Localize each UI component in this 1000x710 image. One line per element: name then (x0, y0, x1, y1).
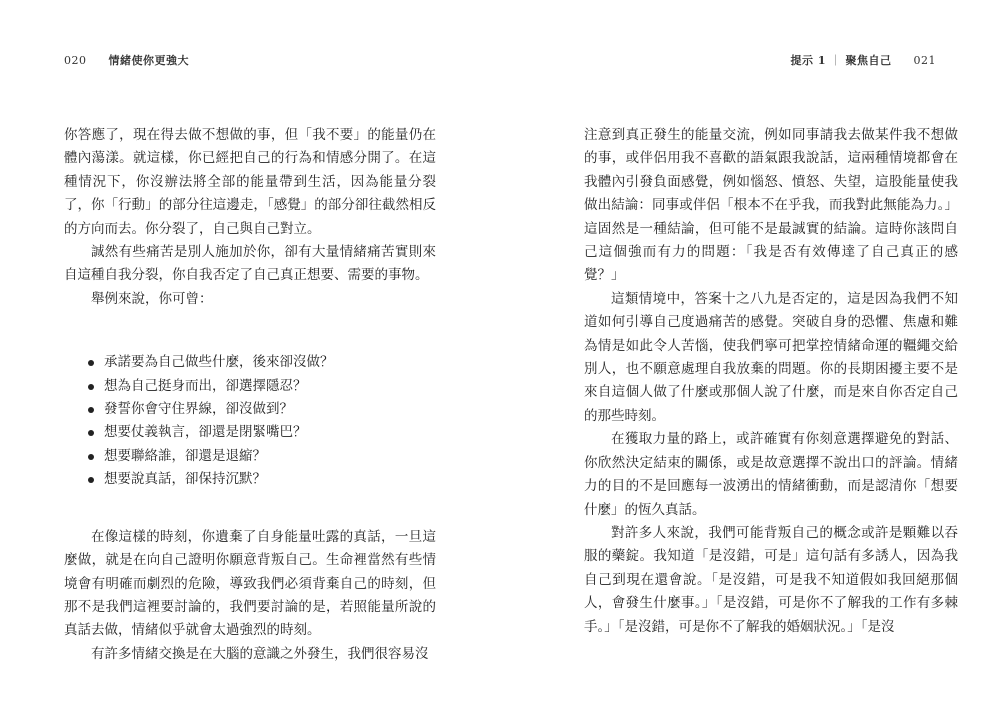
section-label: 提示 1 (790, 54, 826, 67)
list-item-text: 想要說真話，卻保持沉默？ (104, 471, 266, 488)
list-item-text: 想為自己挺身而出，卻選擇隱忍？ (104, 377, 307, 394)
list-item (88, 421, 436, 444)
list-item-text: 承諾要為自己做些什麼，後來卻沒做？ (104, 354, 334, 371)
bullet-dot-icon (88, 454, 94, 460)
chapter-title: 聚焦自己 (845, 54, 892, 67)
left-page-number: 020 (64, 54, 87, 67)
left-running-header (64, 52, 189, 68)
bullet-dot-icon (88, 407, 94, 413)
left-paragraph: 在像這樣的時刻，你遺棄了自身能量吐露的真話，一旦這麼做，就是在向自己證明你願意背叛自己。生命裡當然有些情境會有明確而劇烈的危險，導致我們必須背棄自己的時刻，但那不是我們這裡要討論的，我們要討論的是，若照能量所說的真話去做，情緒似乎就會太過強烈的時刻。 (64, 528, 436, 639)
header-separator: ｜ (830, 54, 842, 67)
list-item (88, 468, 436, 491)
left-page-body (64, 124, 436, 666)
list-item (88, 445, 436, 468)
right-paragraph: 在獲取力量的路上，或許確實有你刻意選擇避免的對話、你欣然決定結束的關係，或是故意選擇不說出口的評論。情緒力的目的不是回應每一波湧出的情緒衝動，而是認清你「想要什麼」的恆久真話。 (584, 431, 958, 518)
list-item-text: 發誓你會守住界線，卻沒做到？ (104, 401, 293, 418)
right-page-number: 021 (913, 54, 936, 67)
right-page (500, 0, 1000, 710)
bullet-dot-icon (88, 430, 94, 436)
bullet-dot-icon (88, 477, 94, 483)
list-item (88, 375, 436, 398)
left-paragraph: 你答應了，現在得去做不想做的事，但「我不要」的能量仍在體內蕩漾。就這樣，你已經把自己的行為和情感分開了。在這種情況下，你沒辦法將全部的能量帶到生活，因為能量分裂了，你「行動」的部分往這邊走，「感覺」的部分卻往截然相反的方向而去。你分裂了，自己與自己對立。 (64, 127, 436, 237)
left-paragraph: 有許多情緒交換是在大腦的意識之外發生，我們很容易沒 (91, 645, 429, 662)
list-item (88, 351, 436, 374)
right-paragraph: 對許多人來說，我們可能背叛自己的概念或許是顆難以吞服的藥錠。我知道「是沒錯，可是」這句話有多誘人，因為我自己到現在還會說。「是沒錯，可是我不知道假如我回絕那個人，會發生什麼事。」「是沒錯，可是你不了解我的工作有多棘手。」「是沒錯，可是你不了解我的婚姻狀況。」「是沒 (584, 524, 958, 635)
list-item-text: 想要聯絡誰，卻還是退縮？ (104, 447, 266, 464)
left-paragraph: 舉例來說，你可曾： (91, 290, 213, 307)
right-paragraph: 注意到真正發生的能量交流，例如同事請我去做某件我不想做的事，或伴侶用我不喜歡的語氣跟我說話，這兩種情境都會在我體內引發負面感覺，例如惱怒、憤怒、失望，這股能量使我做出結論：同事或伴侶「根本不在乎我，而我對此無能為力。」這固然是一種結論，但可能不是最誠實的結論。這時你該問自己這個強而有力的問題：「我是否有效傳達了自己真正的感覺？」 (584, 127, 958, 284)
bullet-list (64, 351, 436, 491)
right-paragraph: 這類情境中，答案十之八九是否定的，這是因為我們不知道如何引導自己度過痛苦的感覺。突破自身的恐懼、焦慮和難為情是如此令人苦惱，使我們寧可把掌控情緒命運的韁繩交給別人，也不願意處理自我放棄的問題。你的長期困擾主要不是來自這個人做了什麼或那個人說了什麼，而是來自你否定自己的那些時刻。 (584, 290, 958, 424)
list-item-text: 想要仗義執言，卻還是閉緊嘴巴？ (104, 424, 307, 441)
left-running-title: 情緒使你更強大 (108, 54, 189, 67)
bullet-dot-icon (88, 360, 94, 366)
bullet-dot-icon (88, 384, 94, 390)
right-page-body (584, 124, 958, 639)
right-running-header (791, 52, 936, 68)
left-paragraph: 誠然有些痛苦是別人施加於你，卻有大量情緒痛苦實則來自這種自我分裂，你自我否定了自己真正想要、需要的事物。 (64, 244, 436, 284)
list-item (88, 398, 436, 421)
